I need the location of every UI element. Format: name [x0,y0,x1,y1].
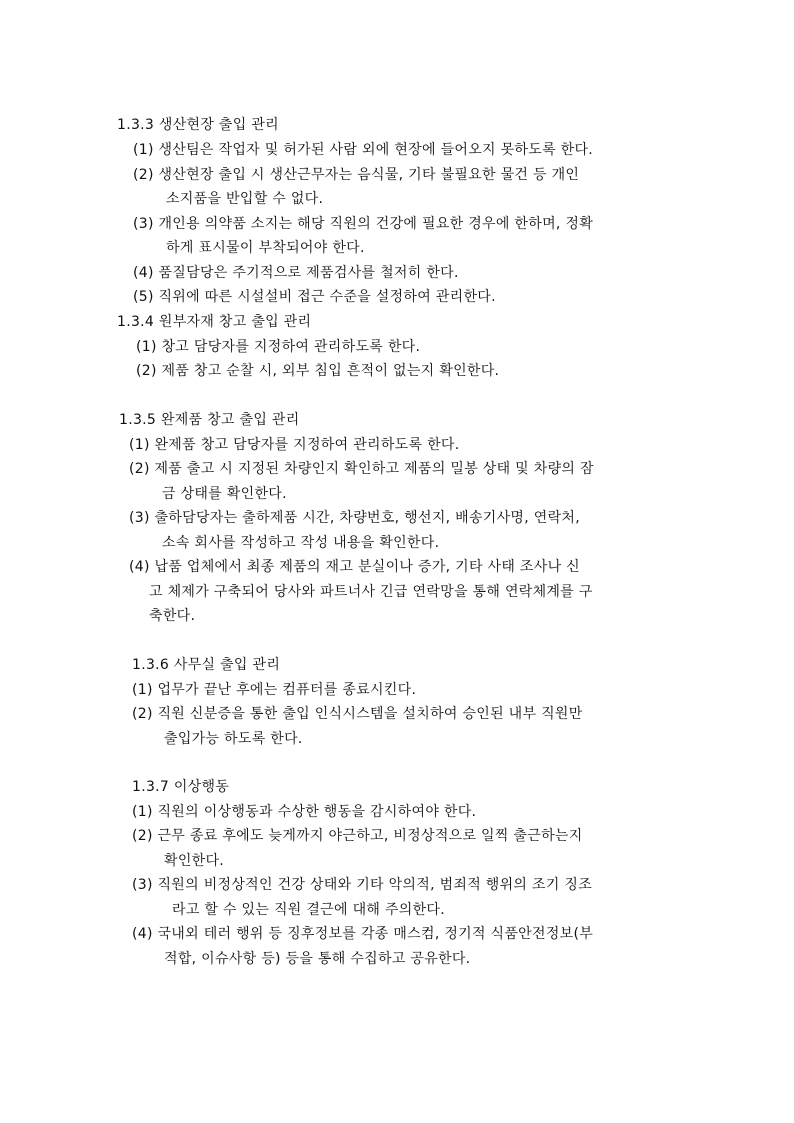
section-heading: 1.3.4 원부자재 창고 출입 관리 [117,314,312,330]
list-item: (3) 출하담당자는 출하제품 시간, 차량번호, 행선지, 배송기사명, 연락처, [129,510,580,526]
list-item-continuation: 출입가능 하도록 한다. [164,731,303,747]
list-item-continuation: 고 체제가 구축되어 당사와 파트너사 긴급 연락망을 통해 연락체계를 구 [149,584,593,600]
list-item: (3) 개인용 의약품 소지는 해당 직원의 건강에 필요한 경우에 한하며, 정확 [133,216,594,232]
list-item-continuation: 소지품을 반입할 수 없다. [166,191,324,207]
list-item: (1) 생산팀은 작업자 및 허가된 사람 외에 현장에 들어오지 못하도록 한다. [133,142,594,158]
list-item: (1) 창고 담당자를 지정하여 관리하도록 한다. [136,339,421,355]
list-item-continuation: 금 상태를 확인한다. [162,486,287,502]
list-item-continuation: 하게 표시물이 부착되어야 한다. [166,240,365,256]
list-item: (5) 직위에 따른 시설설비 접근 수준을 설정하여 관리한다. [133,289,496,305]
list-item: (4) 국내외 테러 행위 등 징후정보를 각종 매스컴, 정기적 식품안전정보(부 [132,926,594,942]
list-item: (1) 직원의 이상행동과 수상한 행동을 감시하여야 한다. [132,804,477,820]
section-heading: 1.3.5 완제품 창고 출입 관리 [119,412,300,428]
list-item: (4) 납품 업체에서 최종 제품의 재고 분실이나 증가, 기타 사태 조사나 신 [129,559,580,575]
list-item-continuation: 확인한다. [164,853,225,869]
list-item-continuation: 축한다. [149,608,196,624]
list-item-continuation: 소속 회사를 작성하고 작성 내용을 확인한다. [162,535,440,551]
list-item: (2) 직원 신분증을 통한 출입 인식시스템을 설치하여 승인된 내부 직원만 [132,706,583,722]
list-item: (1) 완제품 창고 담당자를 지정하여 관리하도록 한다. [129,437,460,453]
list-item: (4) 품질담당은 주기적으로 제품검사를 철저히 한다. [133,265,459,281]
list-item: (2) 제품 출고 시 지정된 차량인지 확인하고 제품의 밀봉 상태 및 차량의 잠 [129,461,594,477]
list-item: (3) 직원의 비정상적인 건강 상태와 기타 악의적, 범죄적 행위의 조기 징조 [132,877,593,893]
list-item: (1) 업무가 끝난 후에는 컴퓨터를 종료시킨다. [132,682,417,698]
list-item: (2) 생산현장 출입 시 생산근무자는 음식물, 기타 불필요한 물건 등 개인 [133,167,580,183]
list-item-continuation: 라고 할 수 있는 직원 결근에 대해 주의한다. [172,902,446,918]
list-item: (2) 근무 종료 후에도 늦게까지 야근하고, 비정상적으로 일찍 출근하는지 [132,828,583,844]
section-heading: 1.3.7 이상행동 [132,779,230,795]
list-item: (2) 제품 창고 순찰 시, 외부 침입 흔적이 없는지 확인한다. [136,363,500,379]
section-heading: 1.3.6 사무실 출입 관리 [132,657,281,673]
list-item-continuation: 적합, 이슈사항 등) 등을 통해 수집하고 공유한다. [164,951,471,967]
section-heading: 1.3.3 생산현장 출입 관리 [117,117,279,133]
